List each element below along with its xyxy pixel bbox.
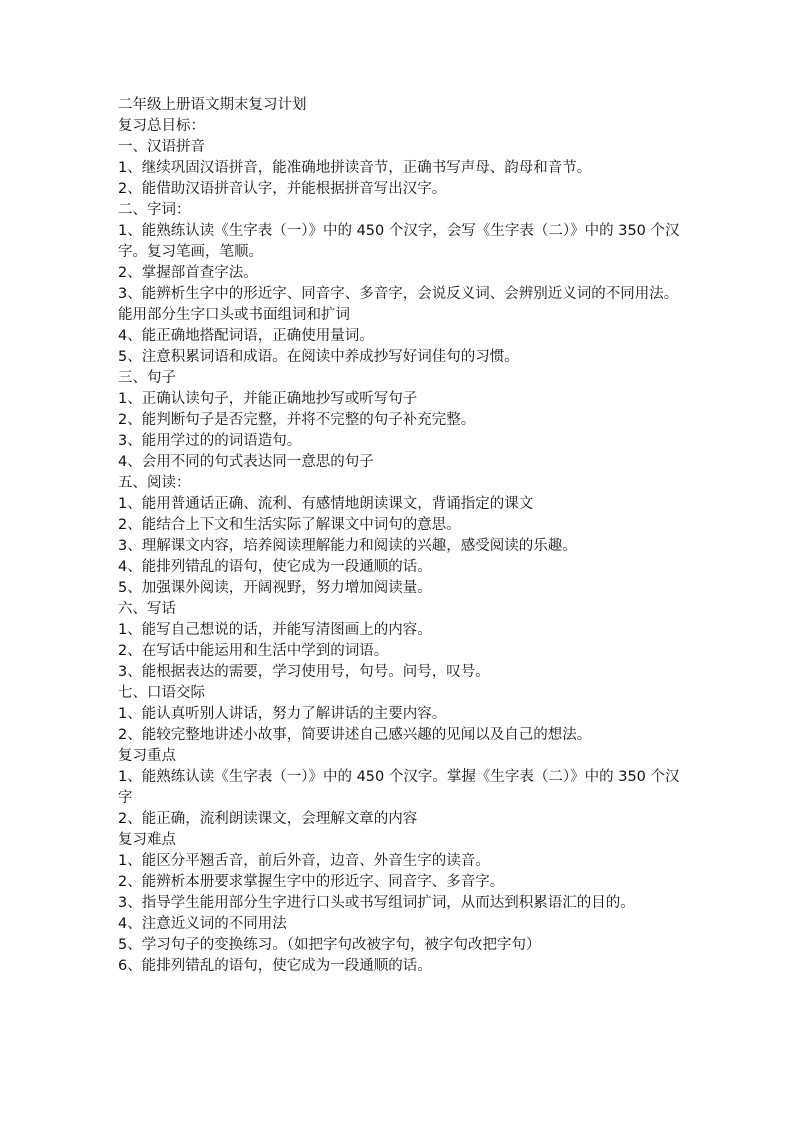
list-item: 1、能熟练认读《生字表（一）》中的 450 个汉字。掌握《生字表（二）》中的 350 个汉字 (118, 769, 680, 806)
list-item: 4、能排列错乱的语句，使它成为一段通顺的话。 (118, 559, 432, 575)
list-item: 2、能结合上下文和生活实际了解课文中词句的意思。 (118, 517, 461, 533)
list-item: 6、能排列错乱的语句，使它成为一段通顺的话。 (118, 958, 432, 974)
list-item: 3、能辨析生字中的形近字、同音字、多音字，会说反义词、会辨别近义词的不同用法。能用部分生字口头或书面组词和扩词 (118, 286, 679, 323)
list-item: 4、注意近义词的不同用法 (118, 916, 287, 932)
section-heading: 复习总目标： (118, 118, 205, 134)
list-item: 3、能用学过的的词语造句。 (118, 433, 302, 449)
section-heading: 复习难点 (118, 832, 176, 848)
list-item: 3、理解课文内容，培养阅读理解能力和阅读的兴趣，感受阅读的乐趣。 (118, 538, 577, 554)
list-item: 2、能正确，流利朗读课文，会理解文章的内容 (118, 811, 418, 827)
list-item: 2、掌握部首查字法。 (118, 265, 258, 281)
list-item: 2、能较完整地讲述小故事，简要讲述自己感兴趣的见闻以及自己的想法。 (118, 727, 592, 743)
list-item: 2、能判断句子是否完整，并将不完整的句子补充完整。 (118, 412, 476, 428)
list-item: 1、正确认读句子，并能正确地抄写或听写句子 (118, 391, 418, 407)
section-heading: 五、阅读： (118, 475, 191, 491)
section-heading: 六、写话 (118, 601, 176, 617)
section-heading: 一、汉语拼音 (118, 139, 205, 155)
list-item: 4、能正确地搭配词语，正确使用量词。 (118, 328, 374, 344)
section-heading: 复习重点 (118, 748, 176, 764)
list-item: 3、能根据表达的需要，学习使用号，句号。问号，叹号。 (118, 664, 490, 680)
list-item: 1、能写自己想说的话，并能写清图画上的内容。 (118, 622, 432, 638)
list-item: 4、会用不同的句式表达同一意思的句子 (118, 454, 374, 470)
list-item: 2、能借助汉语拼音认字，并能根据拼音写出汉字。 (118, 181, 447, 197)
document-body (118, 95, 688, 977)
list-item: 1、能用普通话正确、流利、有感情地朗读课文，背诵指定的课文 (118, 496, 534, 512)
list-item: 5、学习句子的变换练习。（如把字句改被字句，被字句改把字句） (118, 937, 541, 953)
list-item: 1、能区分平翘舌音，前后外音，边音、外音生字的读音。 (118, 853, 490, 869)
document-title: 二年级上册语文期末复习计划 (118, 97, 307, 113)
list-item: 2、能辨析本册要求掌握生字中的形近字、同音字、多音字。 (118, 874, 505, 890)
list-item: 5、加强课外阅读，开阔视野，努力增加阅读量。 (118, 580, 432, 596)
list-item: 1、能认真听别人讲话，努力了解讲话的主要内容。 (118, 706, 447, 722)
section-heading: 三、句子 (118, 370, 176, 386)
list-item: 3、指导学生能用部分生字进行口头或书写组词扩词，从而达到积累语汇的目的。 (118, 895, 635, 911)
list-item: 1、能熟练认读《生字表（一）》中的 450 个汉字，会写《生字表（二）》中的 350 个汉字。复习笔画，笔顺。 (118, 223, 680, 260)
list-item: 2、在写话中能运用和生活中学到的词语。 (118, 643, 389, 659)
section-heading: 七、口语交际 (118, 685, 205, 701)
section-heading: 二、字词： (118, 202, 191, 218)
list-item: 5、注意积累词语和成语。在阅读中养成抄写好词佳句的习惯。 (118, 349, 519, 365)
list-item: 1、继续巩固汉语拼音，能准确地拼读音节，正确书写声母、韵母和音节。 (118, 160, 592, 176)
